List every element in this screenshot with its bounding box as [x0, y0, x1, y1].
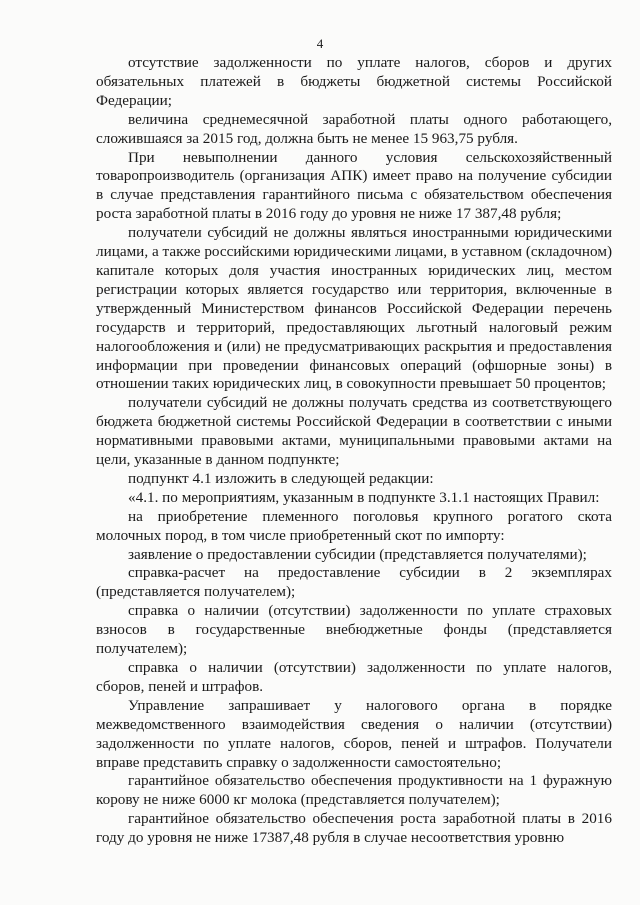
paragraph: «4.1. по мероприятиям, указанным в подпункте 3.1.1 настоящих Правил:: [128, 488, 600, 506]
page-number: 4: [316, 36, 324, 51]
paragraph: заявление о предоставлении субсидии (представляется получателями);: [128, 545, 587, 563]
paragraph: справка-расчет на предоставление субсидии в 2 экземплярах (представляется получателем);: [96, 564, 612, 601]
paragraph: получатели субсидий не должны получать средства из соответствующего бюджета бюджетной системы Российской Федерации в соответствии с иными нормативными правовыми актами, муниципальными правовыми актами на цели, указанные в данном подпункте;: [96, 394, 612, 469]
paragraph: гарантийное обязательство обеспечения продуктивности на 1 фуражную корову не ниже 6000 кг молока (представляется получателем);: [96, 772, 612, 809]
paragraph: Управление запрашивает у налогового органа в порядке межведомственного взаимодействия сведения о наличии (отсутствии) задолженности по уплате налогов, сборов, пеней и штрафов. Получатели вправе представить справку о задолженности самостоятельно;: [96, 696, 612, 771]
paragraph: получатели субсидий не должны являться иностранными юридическими лицами, а также российскими юридическими лицами, в уставном (складочном) капитале которых доля участия иностранных юридических лиц, местом регистрации которых является государство или территория, включенные в утвержденный Министерством финансов Российской Федерации перечень государств и территорий, предоставляющих льготный налоговый режим налогообложения и (или) не предусматривающих раскрытия и предоставления информации при проведении финансовых операций (офшорные зоны) в отношении таких юридических лиц, в совокупности превышает 50 процентов;: [96, 224, 612, 393]
paragraph: справка о наличии (отсутствии) задолженности по уплате налогов, сборов, пеней и штрафов.: [96, 659, 612, 695]
paragraph: на приобретение племенного поголовья крупного рогатого скота молочных пород, в том числе приобретенный скот по импорту:: [96, 507, 612, 544]
paragraph: При невыполнении данного условия сельскохозяйственный товаропроизводитель (организация АПК) имеет право на получение субсидии в случае представления гарантийного письма с обязательством обеспечения роста заработной платы в 2016 году до уровня не ниже 17 387,48 рубля;: [96, 148, 612, 223]
paragraph: справка о наличии (отсутствии) задолженности по уплате страховых взносов в государственные внебюджетные фонды (представляется получателем);: [96, 602, 612, 658]
paragraph: величина среднемесячной заработной платы одного работающего, сложившаяся за 2015 год, должна быть не менее 15 963,75 рубля.: [96, 110, 612, 147]
document-body: [96, 54, 612, 848]
paragraph: отсутствие задолженности по уплате налогов, сборов и других обязательных платежей в бюджеты бюджетной системы Российской Федерации;: [96, 54, 612, 109]
paragraph: гарантийное обязательство обеспечения роста заработной платы в 2016 году до уровня не ниже 17387,48 рубля в случае несоответствия уровню: [96, 810, 612, 847]
paragraph: подпункт 4.1 изложить в следующей редакции:: [128, 469, 434, 487]
